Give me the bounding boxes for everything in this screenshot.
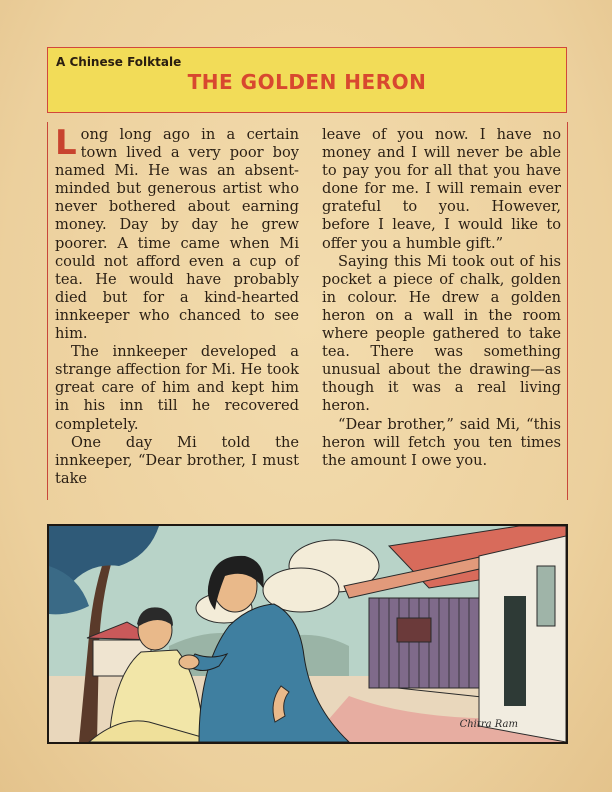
paragraph-3: One day Mi told the innkeeper, “Dear brother, I must take [55, 433, 299, 487]
paragraph-2: The innkeeper developed a strange affection for Mi. He took great care of him and kept him in his inn till he recovered completely. [55, 343, 299, 433]
paragraph-1 [55, 123, 299, 343]
story-title: THE GOLDEN HERON [187, 70, 427, 94]
paragraph-1-text: ong long ago in a certain town lived a very poor boy named Mi. He was an absent-minded but generous artist who never bothered about earning money. Day by day he grew poorer. A time came when Mi could not afford even a cup of tea. He would have probably died but for a kind-hearted innkeeper who chanced to see him. [55, 126, 299, 343]
drop-cap: L [55, 123, 77, 163]
paragraph-4: leave of you now. I have no money and I will never be able to pay you for all that you have done for me. I will remain ever grateful to you. However, before I leave, I would like to offer you a humble gift.” [322, 126, 561, 252]
paragraph-6: “Dear brother,” said Mi, “this heron will fetch you ten times the amount I owe you. [322, 415, 561, 469]
artist-signature: Chitra Ram [459, 719, 518, 730]
right-column [318, 122, 568, 500]
left-column [47, 122, 305, 500]
paragraph-5: Saying this Mi took out of his pocket a piece of chalk, golden in colour. He drew a golden heron on a wall in the room where people gathered to take tea. There was something unusual about the drawing—as though it was a real living heron. [322, 252, 561, 415]
title-box [47, 47, 567, 113]
kicker-label: A Chinese Folktale [56, 55, 182, 69]
story-illustration [47, 524, 568, 744]
